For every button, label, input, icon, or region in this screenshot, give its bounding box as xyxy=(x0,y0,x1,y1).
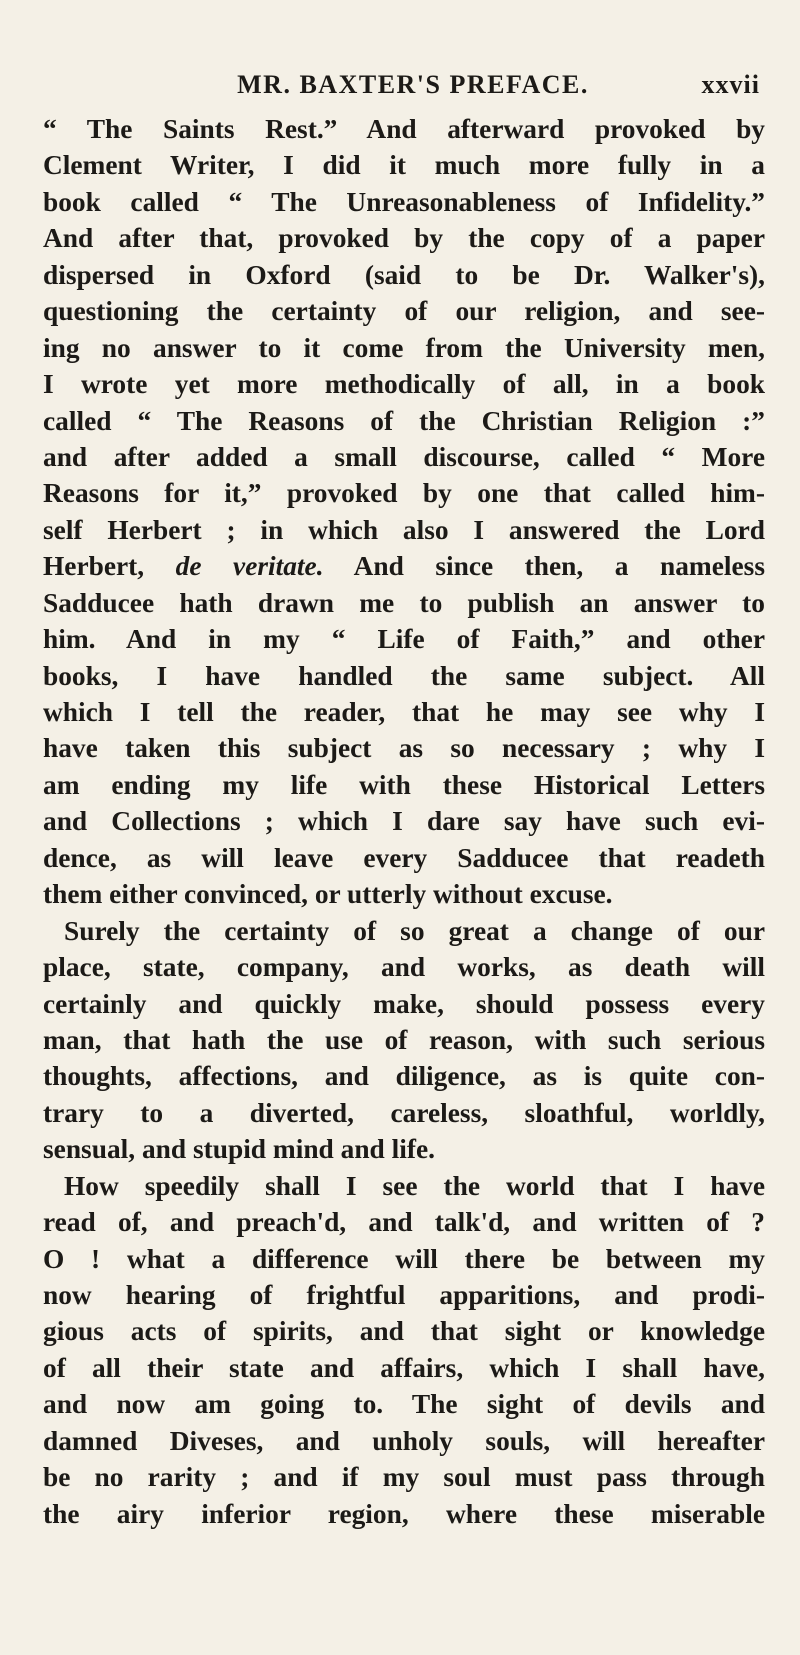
text-line xyxy=(43,439,765,475)
text-line xyxy=(43,1241,765,1277)
text-line xyxy=(43,840,765,876)
line-text: sensual, and stupid mind and life. xyxy=(43,1134,435,1165)
text-line xyxy=(43,147,765,183)
text-line xyxy=(43,730,765,766)
text-line xyxy=(43,475,765,511)
line-text: am ending my life with these Historical Letters xyxy=(43,769,765,800)
text-line xyxy=(43,1423,765,1459)
line-text: be no rarity ; and if my soul must pass through xyxy=(43,1462,765,1493)
text-line xyxy=(43,658,765,694)
line-text: now hearing of frightful apparitions, and prodi- xyxy=(43,1280,765,1310)
line-text: damned Diveses, and unholy souls, will hereafter xyxy=(43,1425,765,1456)
text-line xyxy=(43,220,765,256)
text-line xyxy=(43,548,765,584)
text-line xyxy=(43,913,765,949)
line-text: read of, and preach'd, and talk'd, and written of ? xyxy=(43,1207,765,1238)
line-text: place, state, company, and works, as death will xyxy=(43,952,765,983)
text-line xyxy=(43,694,765,730)
line-text: How speedily shall I see the world that I have xyxy=(64,1170,765,1201)
text-line xyxy=(43,1496,765,1532)
text-line xyxy=(43,403,765,439)
text-line xyxy=(43,184,765,220)
text-line xyxy=(43,111,765,147)
line-text: “ The Saints Rest.” And afterward provoked by xyxy=(43,114,765,144)
line-text: self Herbert ; in which also I answered the Lord xyxy=(43,514,765,545)
text-line xyxy=(43,1131,765,1167)
italic-phrase: de veritate. xyxy=(175,551,324,582)
line-text: Surely the certainty of so great a change of our xyxy=(64,915,765,946)
line-text-continued: And since then, a nameless xyxy=(323,551,765,582)
page-number: xxvii xyxy=(701,70,760,99)
text-line xyxy=(43,876,765,912)
text-line xyxy=(43,1095,765,1131)
text-line xyxy=(43,1277,765,1313)
line-text: called “ The Reasons of the Christian Religion :” xyxy=(43,405,765,436)
line-text: man, that hath the use of reason, with such serious xyxy=(43,1024,765,1055)
line-text: have taken this subject as so necessary ; why I xyxy=(43,733,765,764)
line-text: dispersed in Oxford (said to be Dr. Walker's), xyxy=(43,259,765,290)
line-text: gious acts of spirits, and that sight or knowledge xyxy=(43,1316,765,1347)
line-text: I wrote yet more methodically of all, in a book xyxy=(43,369,765,400)
line-text: which I tell the reader, that he may see why I xyxy=(43,697,765,727)
text-line xyxy=(43,330,765,366)
text-line xyxy=(43,949,765,985)
text-line xyxy=(43,986,765,1022)
line-text: Herbert, xyxy=(43,551,145,582)
line-text: questioning the certainty of our religion, and see- xyxy=(43,296,765,327)
text-line xyxy=(43,621,765,657)
line-text: book called “ The Unreasonableness of Infidelity.” xyxy=(43,186,765,217)
text-line xyxy=(43,1350,765,1386)
line-text: thoughts, affections, and diligence, as is quite con- xyxy=(43,1061,765,1092)
text-line xyxy=(43,1386,765,1422)
text-line xyxy=(43,767,765,803)
text-line xyxy=(43,257,765,293)
line-text: and Collections ; which I dare say have such evi- xyxy=(43,806,765,837)
text-line xyxy=(43,1313,765,1349)
line-text: Sadducee hath drawn me to publish an answer to xyxy=(43,587,765,618)
line-text: books, I have handled the same subject. All xyxy=(43,660,765,691)
text-line xyxy=(43,585,765,621)
line-text: ing no answer to it come from the University men, xyxy=(43,332,765,363)
text-line xyxy=(43,366,765,402)
line-text: them either convinced, or utterly without excuse. xyxy=(43,879,613,910)
text-line xyxy=(43,1058,765,1094)
line-text: and after added a small discourse, called “ More xyxy=(43,441,765,472)
page-header xyxy=(0,70,800,110)
line-text: And after that, provoked by the copy of a paper xyxy=(43,223,765,254)
line-text: Reasons for it,” provoked by one that called him- xyxy=(43,478,765,509)
line-text: Clement Writer, I did it much more fully in a xyxy=(43,150,765,181)
running-title: MR. BAXTER'S PREFACE. xyxy=(237,70,589,99)
text-line xyxy=(43,293,765,329)
line-text: trary to a diverted, careless, sloathful, worldly, xyxy=(43,1097,765,1128)
text-line xyxy=(43,1204,765,1240)
text-line xyxy=(43,803,765,839)
line-text: of all their state and affairs, which I shall have, xyxy=(43,1352,765,1383)
line-text: O ! what a difference will there be between my xyxy=(43,1243,765,1274)
text-line xyxy=(43,1022,765,1058)
body-text xyxy=(43,111,765,1532)
line-text: him. And in my “ Life of Faith,” and other xyxy=(43,624,765,655)
line-text: certainly and quickly make, should possess every xyxy=(43,988,765,1019)
text-line xyxy=(43,1459,765,1495)
line-text: and now am going to. The sight of devils and xyxy=(43,1389,765,1420)
text-line xyxy=(43,512,765,548)
line-text: the airy inferior region, where these miserable xyxy=(43,1498,765,1529)
line-text: dence, as will leave every Sadducee that readeth xyxy=(43,842,765,873)
text-line xyxy=(43,1168,765,1204)
